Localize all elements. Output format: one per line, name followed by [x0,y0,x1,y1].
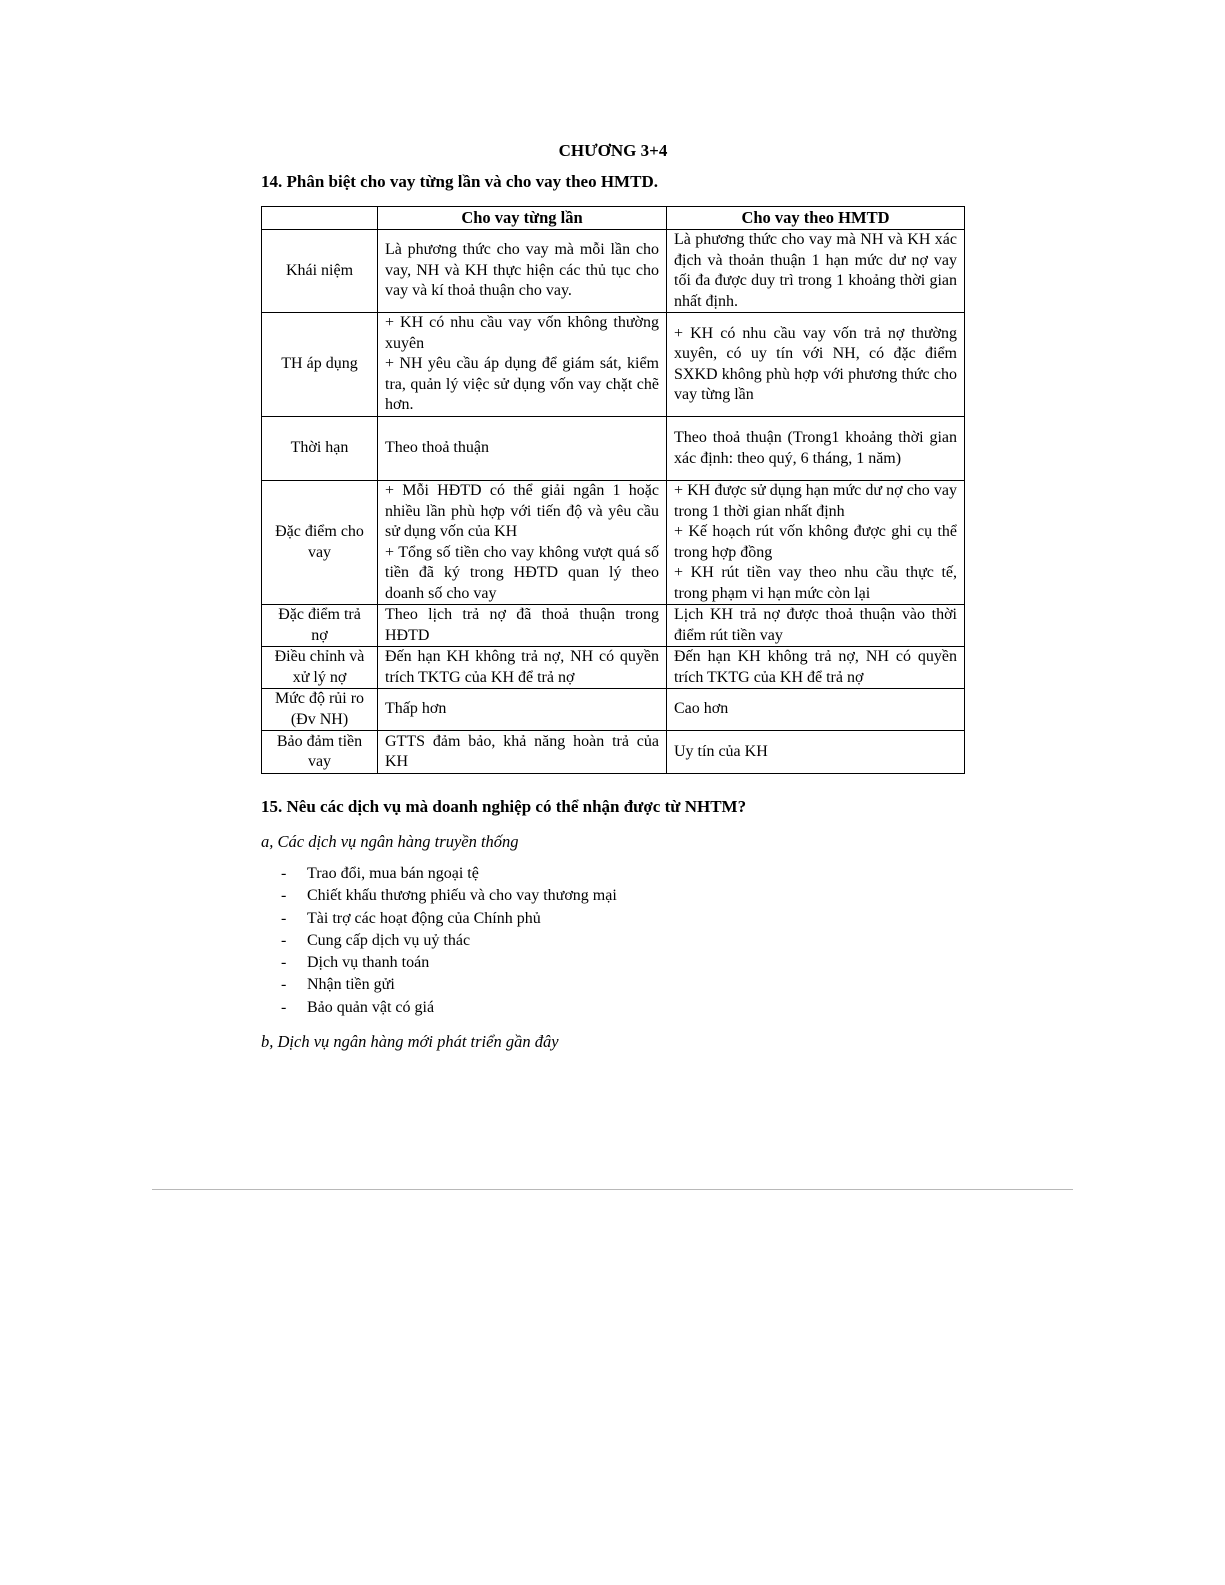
table-row [262,313,965,417]
list-item: - Dịch vụ thanh toán [261,952,965,974]
list-item: - Nhận tiền gửi [261,974,965,996]
question-14-title: 14. Phân biệt cho vay từng lần và cho vay theo HMTD. [261,172,658,191]
chapter-title: CHƯƠNG 3+4 [558,141,668,160]
cell-col1: Theo thoả thuận [378,417,667,481]
section-a-heading: a, Các dịch vụ ngân hàng truyền thống [261,832,519,851]
row-label: Khái niệm [262,230,378,313]
row-label: Mức độ rủi ro (Đv NH) [262,689,378,731]
list-item: - Chiết khấu thương phiếu và cho vay thương mại [261,885,965,907]
cell-col2 [667,481,965,605]
table-row [262,647,965,689]
table-header-col1: Cho vay từng lần [378,207,667,230]
cell-col2: Là phương thức cho vay mà NH và KH xác địch và thoản thuận 1 hạn mức dư nợ vay tối đa được duy trì trong 1 khoảng thời gian nhất định. [667,230,965,313]
cell-line: + NH yêu cầu áp dụng để giám sát, kiểm tra, quản lý việc sử dụng vốn vay chặt chẽ hơn. [385,355,659,414]
question-15-title: 15. Nêu các dịch vụ mà doanh nghiệp có thể nhận được từ NHTM? [261,797,747,816]
list-item: - Bảo quản vật có giá [261,997,965,1019]
cell-line: + KH được sử dụng hạn mức dư nợ cho vay trong 1 thời gian nhất định [674,482,957,520]
document-page [261,140,965,1053]
comparison-table [261,206,965,774]
cell-col2: Lịch KH trả nợ được thoả thuận vào thời điểm rút tiền vay [667,605,965,647]
row-label: Đặc điểm cho vay [262,481,378,605]
table-row [262,731,965,774]
table-header-empty [262,207,378,230]
table-row [262,481,965,605]
services-list [261,863,965,1019]
cell-col2: Uy tín của KH [667,731,965,774]
table-row [262,230,965,313]
row-label: Thời hạn [262,417,378,481]
page-divider [152,1189,1073,1190]
row-label: Điều chỉnh và xử lý nợ [262,647,378,689]
row-label: Đặc điểm trả nợ [262,605,378,647]
cell-col1: GTTS đảm bảo, khả năng hoàn trả của KH [378,731,667,774]
list-item: - Tài trợ các hoạt động của Chính phủ [261,908,965,930]
list-item: - Cung cấp dịch vụ uỷ thác [261,930,965,952]
table-row [262,605,965,647]
list-item: - Trao đổi, mua bán ngoại tệ [261,863,965,885]
cell-line: + Tổng số tiền cho vay không vượt quá số tiền đã ký trong HĐTD quan lý theo doanh số cho vay [385,543,659,602]
cell-col2: + KH có nhu cầu vay vốn trả nợ thường xuyên, có uy tín với NH, có đặc điểm SXKD không phù hợp với phương thức cho vay từng lần [667,313,965,417]
table-row [262,417,965,481]
cell-col1 [378,481,667,605]
cell-col1: Thấp hơn [378,689,667,731]
cell-col2: Theo thoả thuận (Trong1 khoảng thời gian xác định: theo quý, 6 tháng, 1 năm) [667,417,965,481]
cell-col2: Đến hạn KH không trả nợ, NH có quyền trích TKTG của KH để trả nợ [667,647,965,689]
cell-line: + KH có nhu cầu vay vốn không thường xuyên [385,314,659,352]
row-label: TH áp dụng [262,313,378,417]
cell-line: + KH rút tiền vay theo nhu cầu thực tế, trong phạm vi hạn mức còn lại [674,564,957,602]
row-label: Bảo đảm tiền vay [262,731,378,774]
table-header-col2: Cho vay theo HMTD [667,207,965,230]
cell-line: + Kế hoạch rút vốn không được ghi cụ thể trong hợp đồng [674,523,957,561]
cell-line: + Mỗi HĐTD có thể giải ngân 1 hoặc nhiều lần phù hợp với tiến độ và yêu cầu sử dụng vốn của KH [385,482,659,540]
table-header-row [262,207,965,230]
cell-col1: Là phương thức cho vay mà mỗi lần cho vay, NH và KH thực hiện các thủ tục cho vay và kí thoả thuận cho vay. [378,230,667,313]
table-row [262,689,965,731]
cell-col1: Đến hạn KH không trả nợ, NH có quyền trích TKTG của KH để trả nợ [378,647,667,689]
cell-col1: Theo lịch trả nợ đã thoả thuận trong HĐTD [378,605,667,647]
cell-col1 [378,313,667,417]
cell-col2: Cao hơn [667,689,965,731]
section-b-heading: b, Dịch vụ ngân hàng mới phát triển gần đây [261,1032,559,1052]
